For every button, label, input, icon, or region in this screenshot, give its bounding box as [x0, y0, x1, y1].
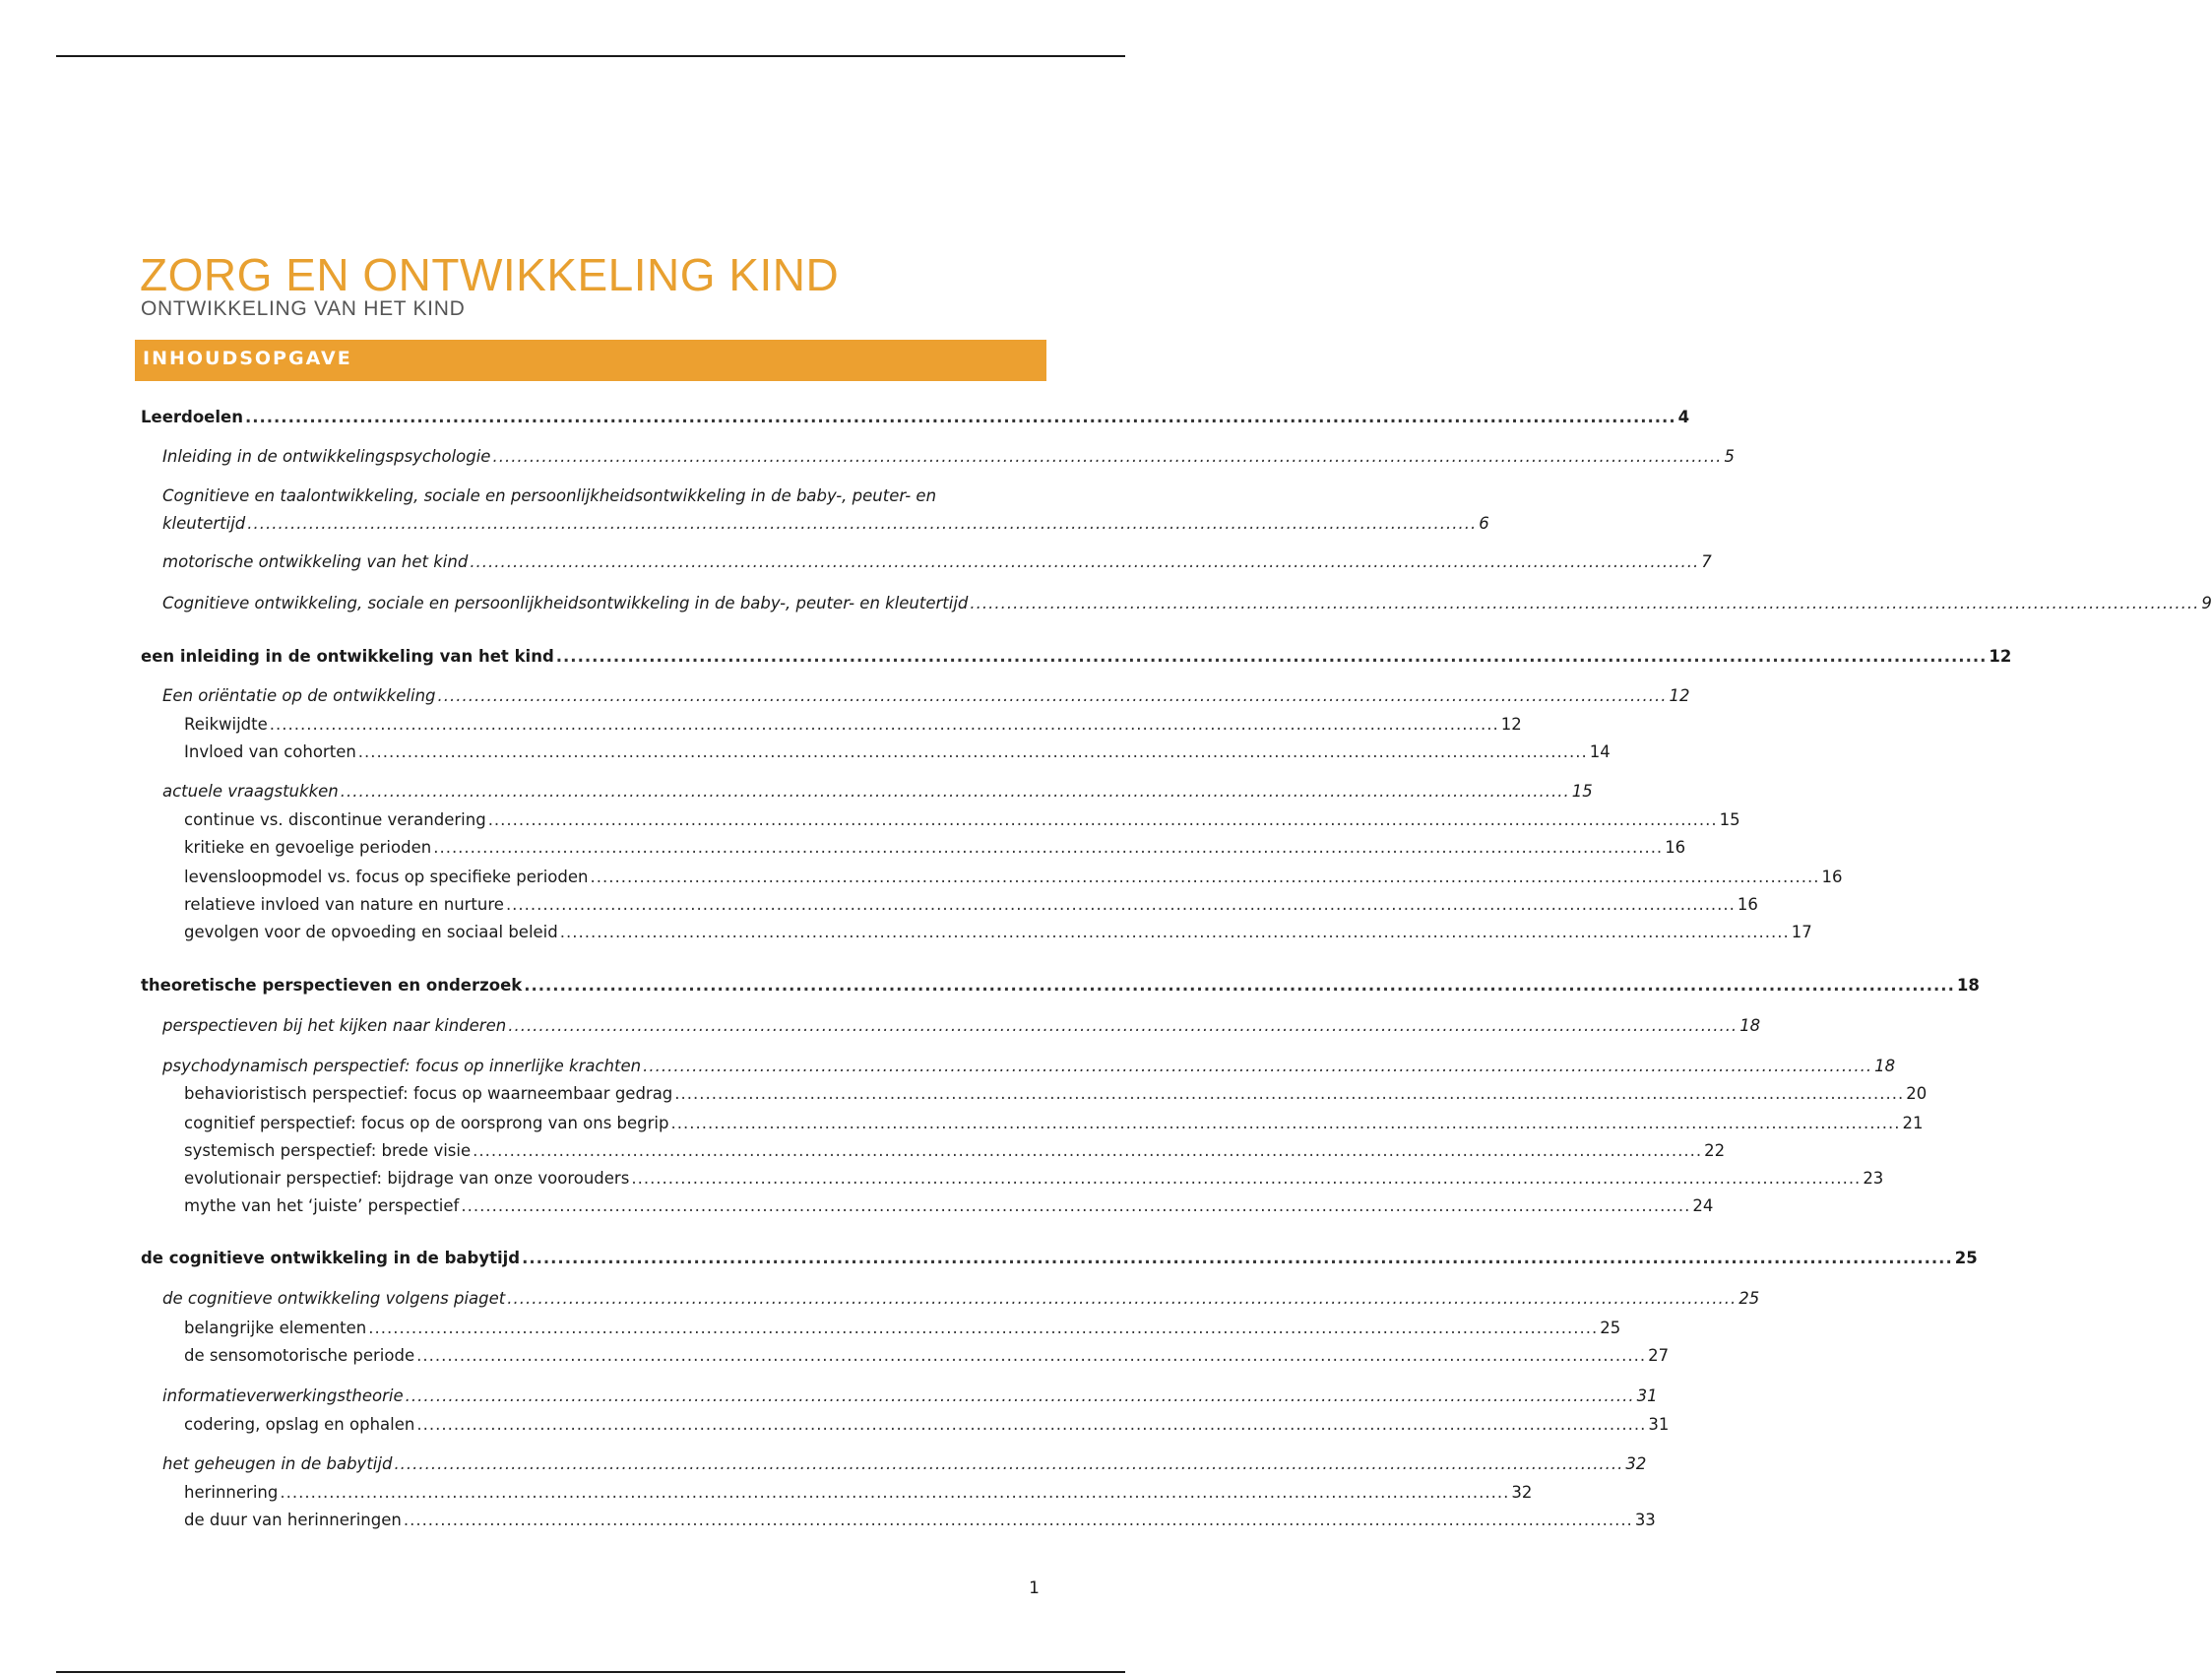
toc-entry-line [162, 1384, 1658, 1408]
toc-entry-page: 20 [1906, 1084, 1928, 1103]
toc-entry-title: de duur van herinneringen [184, 1511, 402, 1529]
toc-entry[interactable] [0, 592, 2212, 615]
toc-entry-line [184, 1112, 1924, 1135]
toc-entry-title: de sensomotorische periode [184, 1346, 415, 1365]
toc-entry[interactable] [0, 921, 1812, 944]
toc-entry-page: 14 [1589, 742, 1611, 761]
toc-entry[interactable] [0, 1481, 1533, 1505]
toc-entry-line [184, 808, 1740, 832]
toc-entry-title: Cognitieve ontwikkeling, sociale en persoonlijkheidsontwikkeling in de baby-, peuter- en kleutertijd [162, 594, 969, 612]
toc-entry-page: 7 [1701, 552, 1712, 571]
toc-entry-page: 18 [1739, 1016, 1761, 1035]
toc-entry-line [184, 1344, 1670, 1368]
toc-dot-leader: ........................................................................................................................................................................................................ [269, 715, 1499, 734]
toc-dot-leader: ........................................................................................................................................................................................................ [416, 1346, 1647, 1365]
page-number: 1 [1029, 1578, 1040, 1598]
toc-entry-title: Leerdoelen [141, 408, 243, 426]
toc-heading: INHOUDSOPGAVE [143, 348, 352, 369]
toc-dot-leader: ........................................................................................................................................................................................................ [368, 1319, 1599, 1337]
toc-entry[interactable] [0, 1194, 1714, 1218]
toc-dot-leader: ........................................................................................................................................................................................................ [487, 810, 1718, 829]
toc-entry[interactable] [0, 1014, 1761, 1038]
toc-entry[interactable] [0, 808, 1740, 832]
toc-entry-title: relatieve invloed van nature en nurture [184, 895, 504, 914]
toc-entry[interactable] [0, 684, 1690, 708]
toc-entry-line [162, 684, 1690, 708]
toc-entry-title: kritieke en gevoelige perioden [184, 838, 432, 857]
toc-entry[interactable] [0, 1287, 1760, 1311]
toc-entry-title: cognitief perspectief: focus op de oorsprong van ons begrip [184, 1114, 669, 1132]
toc-entry-line [162, 550, 1712, 574]
toc-dot-leader: ........................................................................................................................................................................................................ [403, 1511, 1633, 1529]
toc-entry[interactable] [0, 484, 1489, 540]
toc-dot-leader: ........................................................................................................................................................................................................ [555, 647, 1988, 666]
toc-entry-line [184, 1413, 1670, 1437]
toc-entry[interactable] [0, 713, 1522, 737]
toc-entry-title: informatieverwerkingstheorie [162, 1386, 404, 1405]
toc-heading-bar [135, 340, 1046, 381]
document-subtitle: ONTWIKKELING VAN HET KIND [141, 297, 466, 320]
toc-entry-title: evolutionair perspectief: bijdrage van onze voorouders [184, 1169, 630, 1188]
toc-entry-line [141, 645, 2012, 669]
toc-entry-page: 12 [1989, 647, 2012, 666]
toc-entry-title: Inleiding in de ontwikkelingspsychologie [162, 447, 491, 466]
toc-entry-line [141, 406, 1690, 429]
toc-entry[interactable] [0, 550, 1712, 574]
toc-entry-page: 24 [1692, 1196, 1714, 1215]
toc-entry[interactable] [0, 1413, 1670, 1437]
toc-entry-line [184, 1317, 1621, 1340]
toc-dot-leader: ........................................................................................................................................................................................................ [244, 408, 1676, 426]
toc-entry-title: psychodynamisch perspectief: focus op innerlijke krachten [162, 1057, 642, 1075]
toc-entry-title: actuele vraagstukken [162, 782, 339, 801]
toc-dot-leader: ........................................................................................................................................................................................................ [524, 976, 1955, 995]
toc-dot-leader: ........................................................................................................................................................................................................ [416, 1415, 1647, 1434]
toc-entry[interactable] [0, 974, 1980, 998]
toc-dot-leader: ........................................................................................................................................................................................................ [631, 1169, 1862, 1188]
toc-entry-title: de cognitieve ontwikkeling volgens piaget [162, 1289, 506, 1308]
toc-entry-page: 18 [1874, 1057, 1896, 1075]
toc-entry-page: 4 [1677, 408, 1690, 426]
toc-entry-page: 31 [1636, 1386, 1658, 1405]
toc-entry[interactable] [0, 1247, 1978, 1270]
toc-entry[interactable] [0, 836, 1686, 860]
toc-dot-leader: ........................................................................................................................................................................................................ [590, 868, 1820, 886]
toc-dot-leader: ........................................................................................................................................................................................................ [405, 1386, 1635, 1405]
toc-entry[interactable] [0, 780, 1593, 804]
toc-entry[interactable] [0, 1317, 1621, 1340]
toc-entry-page: 12 [1669, 686, 1690, 705]
toc-entry-line [184, 1509, 1656, 1532]
toc-dot-leader: ........................................................................................................................................................................................................ [505, 895, 1736, 914]
toc-dot-leader: ........................................................................................................................................................................................................ [670, 1114, 1901, 1132]
toc-dot-leader: ........................................................................................................................................................................................................ [280, 1483, 1510, 1502]
toc-entry-line [184, 1167, 1884, 1191]
toc-entry[interactable] [0, 1055, 1896, 1078]
toc-dot-leader: ........................................................................................................................................................................................................ [522, 1249, 1953, 1267]
toc-entry-line [184, 1139, 1726, 1163]
toc-entry-page: 5 [1724, 447, 1735, 466]
toc-entry-title: een inleiding in de ontwikkeling van het kind [141, 647, 554, 666]
toc-dot-leader: ........................................................................................................................................................................................................ [559, 923, 1790, 941]
toc-dot-leader: ........................................................................................................................................................................................................ [492, 447, 1723, 466]
toc-entry-page: 22 [1704, 1141, 1726, 1160]
toc-entry-line [184, 740, 1611, 764]
toc-dot-leader: ........................................................................................................................................................................................................ [508, 1016, 1738, 1035]
toc-entry-line [162, 445, 1735, 469]
toc-entry-line [162, 512, 1489, 536]
toc-entry[interactable] [0, 1112, 1924, 1135]
toc-entry-line [184, 836, 1686, 860]
toc-entry-line [184, 1481, 1533, 1505]
toc-entry-page: 31 [1648, 1415, 1670, 1434]
toc-entry-title: motorische ontwikkeling van het kind [162, 552, 469, 571]
toc-entry-title: theoretische perspectieven en onderzoek [141, 976, 523, 995]
toc-entry-title: levensloopmodel vs. focus op specifieke perioden [184, 868, 589, 886]
toc-entry-title: herinnering [184, 1483, 279, 1502]
toc-entry-page: 17 [1791, 923, 1812, 941]
toc-entry-line [184, 1194, 1714, 1218]
toc-entry[interactable] [0, 645, 2012, 669]
toc-entry-line [162, 1014, 1761, 1038]
toc-entry-page: 33 [1634, 1511, 1656, 1529]
toc-entry-page: 25 [1954, 1249, 1978, 1267]
toc-entry-line [162, 780, 1593, 804]
document-title: ZORG EN ONTWIKKELING KIND [140, 248, 840, 300]
toc-dot-leader: ........................................................................................................................................................................................................ [473, 1141, 1703, 1160]
toc-entry-page: 16 [1821, 868, 1843, 886]
toc-entry-page: 12 [1500, 715, 1522, 734]
toc-entry-page: 25 [1600, 1319, 1621, 1337]
toc-entry-title: Reikwijdte [184, 715, 268, 734]
toc-entry-page: 32 [1511, 1483, 1533, 1502]
toc-entry-page: 16 [1737, 895, 1758, 914]
toc-dot-leader: ........................................................................................................................................................................................................ [394, 1454, 1624, 1473]
toc-dot-leader: ........................................................................................................................................................................................................ [340, 782, 1570, 801]
toc-entry[interactable] [0, 406, 1690, 429]
header-rule [56, 55, 1125, 57]
toc-entry-line [184, 713, 1522, 737]
toc-entry-page: 32 [1625, 1454, 1647, 1473]
toc-entry-line [141, 974, 1980, 998]
toc-entry-page: 27 [1648, 1346, 1670, 1365]
toc-entry-title: Invloed van cohorten [184, 742, 356, 761]
footer-rule [56, 1671, 1125, 1673]
toc-entry-title: kleutertijd [162, 514, 246, 533]
toc-dot-leader: ........................................................................................................................................................................................................ [247, 514, 1478, 533]
toc-entry-title: belangrijke elementen [184, 1319, 367, 1337]
toc-dot-leader: ........................................................................................................................................................................................................ [643, 1057, 1873, 1075]
toc-entry-line [141, 1247, 1978, 1270]
toc-entry-title: systemisch perspectief: brede visie [184, 1141, 472, 1160]
toc-entry-line [162, 1452, 1647, 1476]
toc-entry-title: de cognitieve ontwikkeling in de babytijd [141, 1249, 521, 1267]
toc-entry-page: 16 [1665, 838, 1686, 857]
toc-entry-title: behavioristisch perspectief: focus op waarneembaar gedrag [184, 1084, 673, 1103]
toc-entry[interactable] [0, 1139, 1726, 1163]
toc-entry[interactable] [0, 893, 1758, 917]
toc-entry-title: continue vs. discontinue verandering [184, 810, 486, 829]
toc-dot-leader: ........................................................................................................................................................................................................ [470, 552, 1700, 571]
toc-entry-line [184, 921, 1812, 944]
toc-entry[interactable] [0, 1344, 1670, 1368]
toc-entry-page: 18 [1956, 976, 1980, 995]
toc-entry[interactable] [0, 1452, 1647, 1476]
toc-entry-page: 15 [1571, 782, 1593, 801]
toc-entry-page: 21 [1902, 1114, 1924, 1132]
toc-dot-leader: ........................................................................................................................................................................................................ [507, 1289, 1738, 1308]
toc-entry-line [184, 893, 1758, 917]
toc-entry-page: 15 [1719, 810, 1740, 829]
toc-dot-leader: ........................................................................................................................................................................................................ [433, 838, 1664, 857]
toc-entry[interactable] [0, 740, 1611, 764]
toc-entry-line [162, 592, 2212, 615]
toc-entry[interactable] [0, 1167, 1884, 1191]
toc-entry[interactable] [0, 1082, 1928, 1106]
toc-entry-title: codering, opslag en ophalen [184, 1415, 415, 1434]
toc-entry-page: 23 [1863, 1169, 1884, 1188]
toc-entry-page: 25 [1738, 1289, 1760, 1308]
toc-dot-leader: ........................................................................................................................................................................................................ [437, 686, 1668, 705]
toc-entry-title: gevolgen voor de opvoeding en sociaal beleid [184, 923, 558, 941]
toc-entry[interactable] [0, 866, 1843, 889]
toc-entry-title: mythe van het ‘juiste’ perspectief [184, 1196, 460, 1215]
toc-entry-line [162, 1287, 1760, 1311]
toc-entry[interactable] [0, 1384, 1658, 1408]
toc-entry-title-line1: Cognitieve en taalontwikkeling, sociale en persoonlijkheidsontwikkeling in de baby-, peuter- en [162, 486, 937, 505]
toc-entry-line [162, 1055, 1896, 1078]
toc-entry-line [184, 1082, 1928, 1106]
toc-dot-leader: ........................................................................................................................................................................................................ [674, 1084, 1905, 1103]
toc-entry-title: het geheugen in de babytijd [162, 1454, 393, 1473]
toc-entry[interactable] [0, 1509, 1656, 1532]
toc-entry-line [184, 866, 1843, 889]
toc-dot-leader: ........................................................................................................................................................................................................ [461, 1196, 1691, 1215]
toc-entry[interactable] [0, 445, 1735, 469]
toc-entry-page: 6 [1479, 514, 1489, 533]
toc-dot-leader: ........................................................................................................................................................................................................ [357, 742, 1588, 761]
toc-entry-title: perspectieven bij het kijken naar kinderen [162, 1016, 507, 1035]
toc-entry-title: Een oriëntatie op de ontwikkeling [162, 686, 436, 705]
toc-dot-leader: ........................................................................................................................................................................................................ [970, 594, 2200, 612]
toc-entry-page: 9 [2201, 594, 2212, 612]
